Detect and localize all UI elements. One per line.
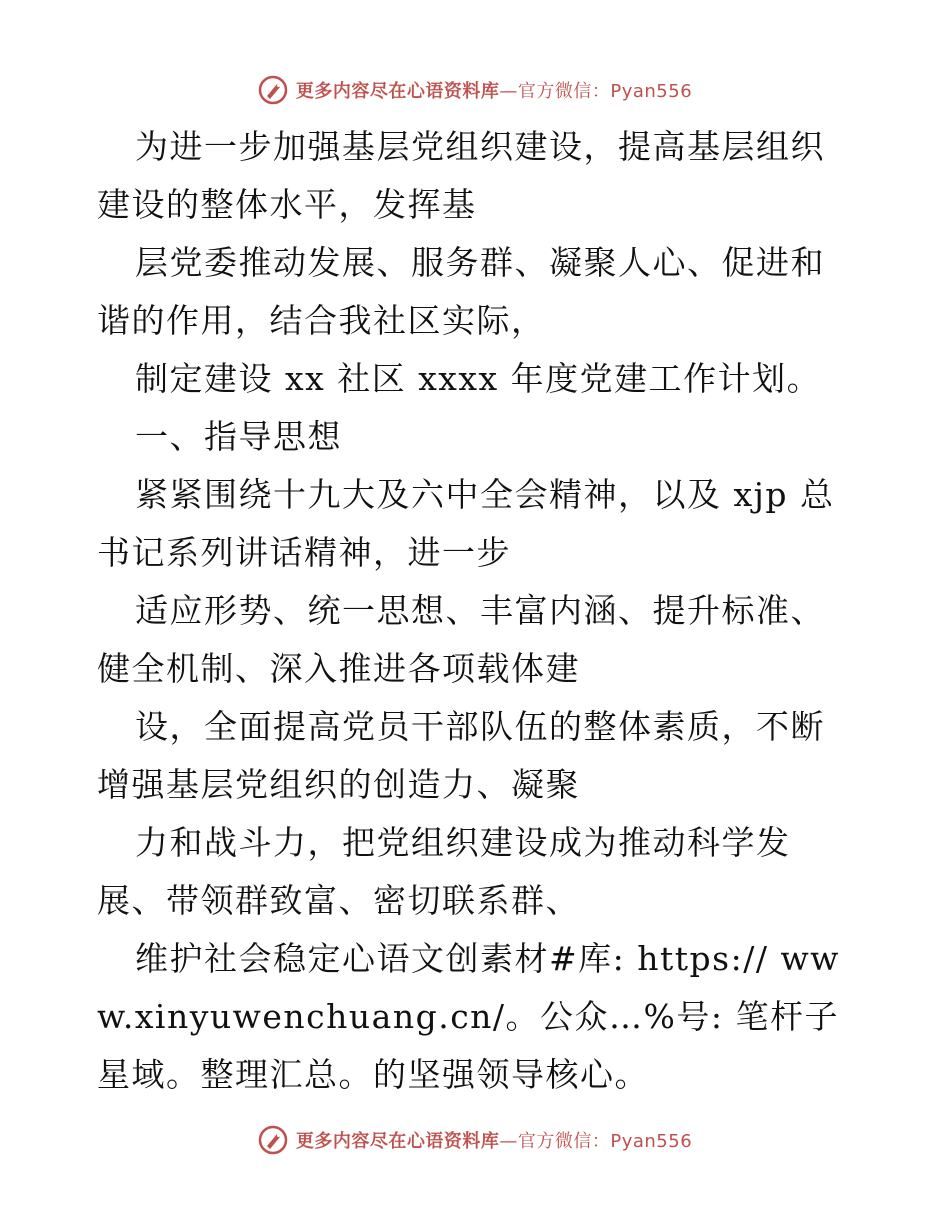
section-heading-guiding-ideology: 一、指导思想 [135,417,342,456]
paragraph-1: 为进一步加强基层党组织建设，提高基层组织建设的整体水平，发挥基 [97,127,825,224]
pen-nib-logo-icon [258,75,288,105]
footer-banner-brand: 更多内容尽在心语资料库 [295,1131,500,1152]
paragraph-4: 紧紧围绕十九大及六中全会精神，以及 xjp 总书记系列讲话精神，进一步 [97,475,835,572]
footer-banner-separator: — [499,1131,518,1152]
header-banner-wechat-id: Pyan556 [610,81,693,102]
header-banner-separator: — [499,81,518,102]
header-banner [0,70,950,110]
paragraph-3: 制定建设 xx 社区 xxxx 年度党建工作计划。 [135,359,822,398]
header-banner-brand: 更多内容尽在心语资料库 [295,81,500,102]
paragraph-2: 层党委推动发展、服务群、凝聚人心、促进和谐的作用，结合我社区实际， [97,243,825,340]
paragraph-7: 力和战斗力，把党组织建设成为推动科学发展、带领群致富、密切联系群、 [97,823,791,920]
document-body [97,118,857,1104]
header-banner-text [296,77,692,103]
pen-nib-logo-icon [258,1125,288,1155]
paragraph-5: 适应形势、统一思想、丰富内涵、提升标准、健全机制、深入推进各项载体建 [97,591,825,688]
paragraph-8: 维护社会稳定心语文创素材#库: https:// www.xinyuwenchuang.cn/。公众…%号: 笔杆子星域。整理汇总。的坚强领导核心。 [97,939,840,1094]
paragraph-6: 设，全面提高党员干部队伍的整体素质，不断增强基层党组织的创造力、凝聚 [97,707,825,804]
footer-banner-text [296,1127,692,1153]
header-banner-official: 官方微信： [517,81,611,102]
footer-banner-official: 官方微信： [517,1131,611,1152]
footer-banner [0,1120,950,1160]
footer-banner-wechat-id: Pyan556 [610,1131,693,1152]
